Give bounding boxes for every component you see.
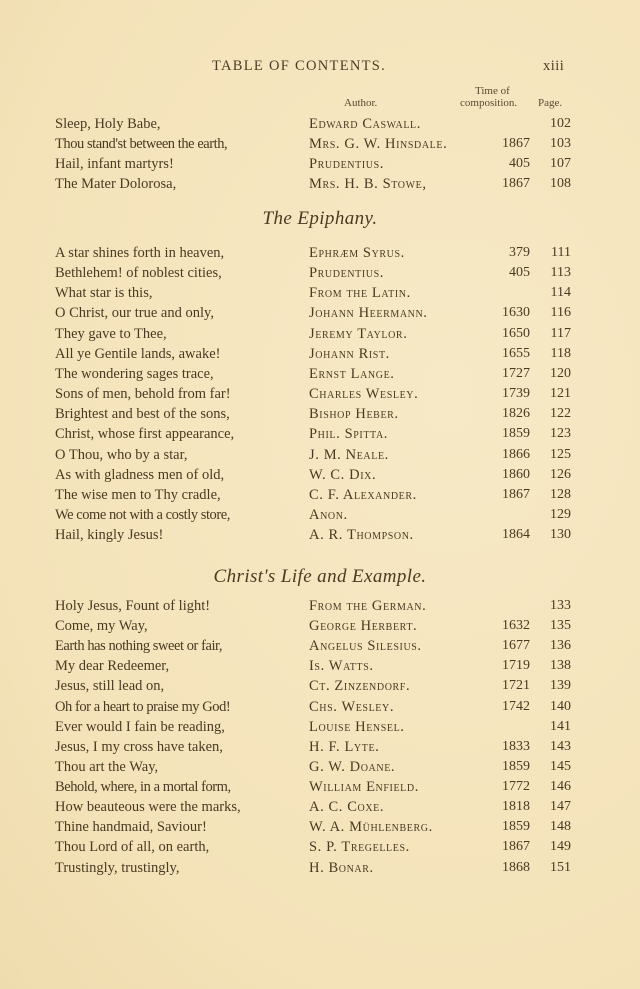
toc-entry — [0, 366, 640, 386]
hymn-page-number: 114 — [550, 285, 571, 300]
hymn-page-number: 107 — [550, 156, 571, 171]
composition-year: 1826 — [502, 406, 530, 421]
hymn-author: Jeremy Taylor. — [309, 326, 408, 342]
hymn-title: A star shines forth in heaven, — [55, 245, 225, 261]
toc-entry — [0, 406, 640, 426]
hymn-page-number: 125 — [550, 447, 571, 462]
hymn-author: A. C. Coxe. — [309, 799, 385, 815]
hymn-title: The wise men to Thy cradle, — [55, 487, 221, 503]
toc-entry — [0, 305, 640, 325]
composition-year: 405 — [509, 156, 530, 171]
toc-entry — [0, 658, 640, 678]
hymn-title: O Christ, our true and only, — [55, 305, 214, 321]
hymn-page-number: 122 — [550, 406, 571, 421]
hymn-title: Oh for a heart to praise my God! — [55, 699, 231, 715]
composition-year: 1650 — [502, 326, 530, 341]
composition-year: 1867 — [502, 136, 530, 151]
column-header-time-line1: Time of — [475, 85, 510, 97]
hymn-author: W. C. Dix. — [309, 467, 377, 483]
hymn-author: H. F. Lyte. — [309, 739, 380, 755]
hymn-page-number: 120 — [550, 366, 571, 381]
hymn-title: Thine handmaid, Saviour! — [55, 819, 207, 835]
hymn-page-number: 116 — [550, 305, 571, 320]
hymn-title: The wondering sages trace, — [55, 366, 214, 382]
composition-year: 1833 — [502, 739, 530, 754]
composition-year: 1818 — [502, 799, 530, 814]
hymn-page-number: 130 — [550, 527, 571, 542]
hymn-page-number: 148 — [550, 819, 571, 834]
composition-year: 1864 — [502, 527, 530, 542]
toc-entry — [0, 799, 640, 819]
hymn-author: W. A. Mühlenberg. — [309, 819, 433, 835]
hymn-title: Thou stand'st between the earth, — [55, 136, 228, 152]
hymn-author: Bishop Heber. — [309, 406, 399, 422]
hymn-author: Anon. — [309, 507, 348, 523]
toc-entry — [0, 285, 640, 305]
composition-year: 1630 — [502, 305, 530, 320]
toc-entry — [0, 245, 640, 265]
hymn-title: Thou Lord of all, on earth, — [55, 839, 210, 855]
hymn-page-number: 113 — [550, 265, 571, 280]
hymn-page-number: 123 — [550, 426, 571, 441]
composition-year: 1677 — [502, 638, 530, 653]
hymn-author: A. R. Thompson. — [309, 527, 414, 543]
hymn-page-number: 141 — [550, 719, 571, 734]
composition-year: 1868 — [502, 860, 530, 875]
toc-entry — [0, 618, 640, 638]
composition-year: 1719 — [502, 658, 530, 673]
hymn-page-number: 146 — [550, 779, 571, 794]
hymn-author: Is. Watts. — [309, 658, 374, 674]
hymn-title: Come, my Way, — [55, 618, 148, 634]
composition-year: 1859 — [502, 819, 530, 834]
hymn-author: Edward Caswall. — [309, 116, 421, 132]
hymn-author: Ephræm Syrus. — [309, 245, 405, 261]
hymn-page-number: 117 — [550, 326, 571, 341]
hymn-title: Bethlehem! of noblest cities, — [55, 265, 222, 281]
toc-entry — [0, 136, 640, 156]
hymn-author: Johann Heermann. — [309, 305, 428, 321]
toc-entry — [0, 779, 640, 799]
hymn-page-number: 108 — [550, 176, 571, 191]
toc-entry — [0, 839, 640, 859]
hymn-author: George Herbert. — [309, 618, 418, 634]
composition-year: 1721 — [502, 678, 530, 693]
hymn-title: We come not with a costly store, — [55, 507, 230, 523]
composition-year: 1867 — [502, 839, 530, 854]
hymn-author: S. P. Tregelles. — [309, 839, 410, 855]
hymn-page-number: 135 — [550, 618, 571, 633]
toc-entry — [0, 678, 640, 698]
hymn-title: Holy Jesus, Fount of light! — [55, 598, 211, 614]
hymn-title: Christ, whose first appearance, — [55, 426, 235, 442]
hymn-title: How beauteous were the marks, — [55, 799, 241, 815]
toc-entry — [0, 326, 640, 346]
section-heading: The Epiphany. — [262, 208, 378, 229]
composition-year: 1742 — [502, 699, 530, 714]
hymn-page-number: 151 — [550, 860, 571, 875]
composition-year: 1739 — [502, 386, 530, 401]
toc-entry — [0, 447, 640, 467]
hymn-author: Prudentius. — [309, 265, 384, 281]
hymn-page-number: 136 — [550, 638, 571, 653]
hymn-author: Prudentius. — [309, 156, 384, 172]
hymn-title: The Mater Dolorosa, — [55, 176, 177, 192]
hymn-author: From the German. — [309, 598, 427, 614]
toc-entry — [0, 386, 640, 406]
hymn-author: From the Latin. — [309, 285, 411, 301]
hymn-page-number: 139 — [550, 678, 571, 693]
hymn-author: Mrs. H. B. Stowe, — [309, 176, 427, 192]
hymn-author: C. F. Alexander. — [309, 487, 417, 503]
hymn-title: Behold, where, in a mortal form, — [55, 779, 231, 795]
composition-year: 405 — [509, 265, 530, 280]
composition-year: 1655 — [502, 346, 530, 361]
hymn-author: G. W. Doane. — [309, 759, 396, 775]
hymn-title: Brightest and best of the sons, — [55, 406, 230, 422]
hymn-title: They gave to Thee, — [55, 326, 167, 342]
hymn-title: O Thou, who by a star, — [55, 447, 188, 463]
toc-entry — [0, 156, 640, 176]
composition-year: 1866 — [502, 447, 530, 462]
toc-entry — [0, 487, 640, 507]
running-title: TABLE OF CONTENTS. — [212, 58, 387, 74]
toc-entry — [0, 176, 640, 196]
toc-entry — [0, 116, 640, 136]
hymn-title: Sleep, Holy Babe, — [55, 116, 161, 132]
page-number: xiii — [543, 58, 565, 74]
hymn-page-number: 121 — [550, 386, 571, 401]
toc-entry — [0, 598, 640, 618]
toc-entry — [0, 739, 640, 759]
hymn-title: Earth has nothing sweet or fair, — [55, 638, 223, 654]
toc-entry — [0, 638, 640, 658]
composition-year: 1867 — [502, 487, 530, 502]
hymn-title: Thou art the Way, — [55, 759, 159, 775]
composition-year: 1859 — [502, 426, 530, 441]
hymn-title: What star is this, — [55, 285, 153, 301]
hymn-author: William Enfield. — [309, 779, 419, 795]
toc-entry — [0, 265, 640, 285]
hymn-page-number: 111 — [551, 245, 571, 260]
toc-entry — [0, 527, 640, 547]
hymn-page-number: 145 — [550, 759, 571, 774]
column-header-time-line2: composition. — [460, 97, 518, 109]
hymn-title: Jesus, still lead on, — [55, 678, 165, 694]
hymn-author: Johann Rist. — [309, 346, 390, 362]
hymn-page-number: 147 — [550, 799, 571, 814]
hymn-page-number: 133 — [550, 598, 571, 613]
hymn-title: My dear Redeemer, — [55, 658, 170, 674]
composition-year: 1727 — [502, 366, 530, 381]
hymn-title: Hail, infant martyrs! — [55, 156, 174, 172]
hymn-page-number: 118 — [550, 346, 571, 361]
hymn-title: All ye Gentile lands, awake! — [55, 346, 221, 362]
composition-year: 1859 — [502, 759, 530, 774]
hymn-page-number: 103 — [550, 136, 571, 151]
composition-year: 379 — [509, 245, 530, 260]
hymn-page-number: 143 — [550, 739, 571, 754]
composition-year: 1867 — [502, 176, 530, 191]
column-header-page: Page. — [538, 97, 563, 109]
hymn-title: As with gladness men of old, — [55, 467, 225, 483]
hymn-title: Ever would I fain be reading, — [55, 719, 225, 735]
toc-entry — [0, 426, 640, 446]
hymn-author: Angelus Silesius. — [309, 638, 422, 654]
hymn-page-number: 140 — [550, 699, 571, 714]
toc-entry — [0, 860, 640, 880]
section-heading: Christ's Life and Example. — [213, 566, 427, 587]
toc-entry — [0, 699, 640, 719]
hymn-author: Ct. Zinzendorf. — [309, 678, 411, 694]
toc-entry — [0, 819, 640, 839]
hymn-page-number: 149 — [550, 839, 571, 854]
hymn-page-number: 129 — [550, 507, 571, 522]
composition-year: 1860 — [502, 467, 530, 482]
hymn-author: Louise Hensel. — [309, 719, 405, 735]
column-header-author: Author. — [344, 97, 378, 109]
hymn-title: Hail, kingly Jesus! — [55, 527, 164, 543]
hymn-author: Mrs. G. W. Hinsdale. — [309, 136, 448, 152]
toc-entry — [0, 719, 640, 739]
toc-entry — [0, 759, 640, 779]
toc-entry — [0, 346, 640, 366]
hymn-author: Charles Wesley. — [309, 386, 419, 402]
composition-year: 1772 — [502, 779, 530, 794]
hymn-title: Jesus, I my cross have taken, — [55, 739, 223, 755]
hymn-author: Chs. Wesley. — [309, 699, 395, 715]
hymn-author: H. Bonar. — [309, 860, 374, 876]
hymn-author: J. M. Neale. — [309, 447, 389, 463]
hymn-page-number: 102 — [550, 116, 571, 131]
hymn-author: Ernst Lange. — [309, 366, 395, 382]
hymn-title: Sons of men, behold from far! — [55, 386, 231, 402]
hymn-title: Trustingly, trustingly, — [55, 860, 180, 876]
hymn-page-number: 128 — [550, 487, 571, 502]
toc-entry — [0, 507, 640, 527]
hymn-page-number: 138 — [550, 658, 571, 673]
hymn-author: Phil. Spitta. — [309, 426, 388, 442]
toc-entry — [0, 467, 640, 487]
hymn-page-number: 126 — [550, 467, 571, 482]
composition-year: 1632 — [502, 618, 530, 633]
running-head — [0, 58, 640, 78]
